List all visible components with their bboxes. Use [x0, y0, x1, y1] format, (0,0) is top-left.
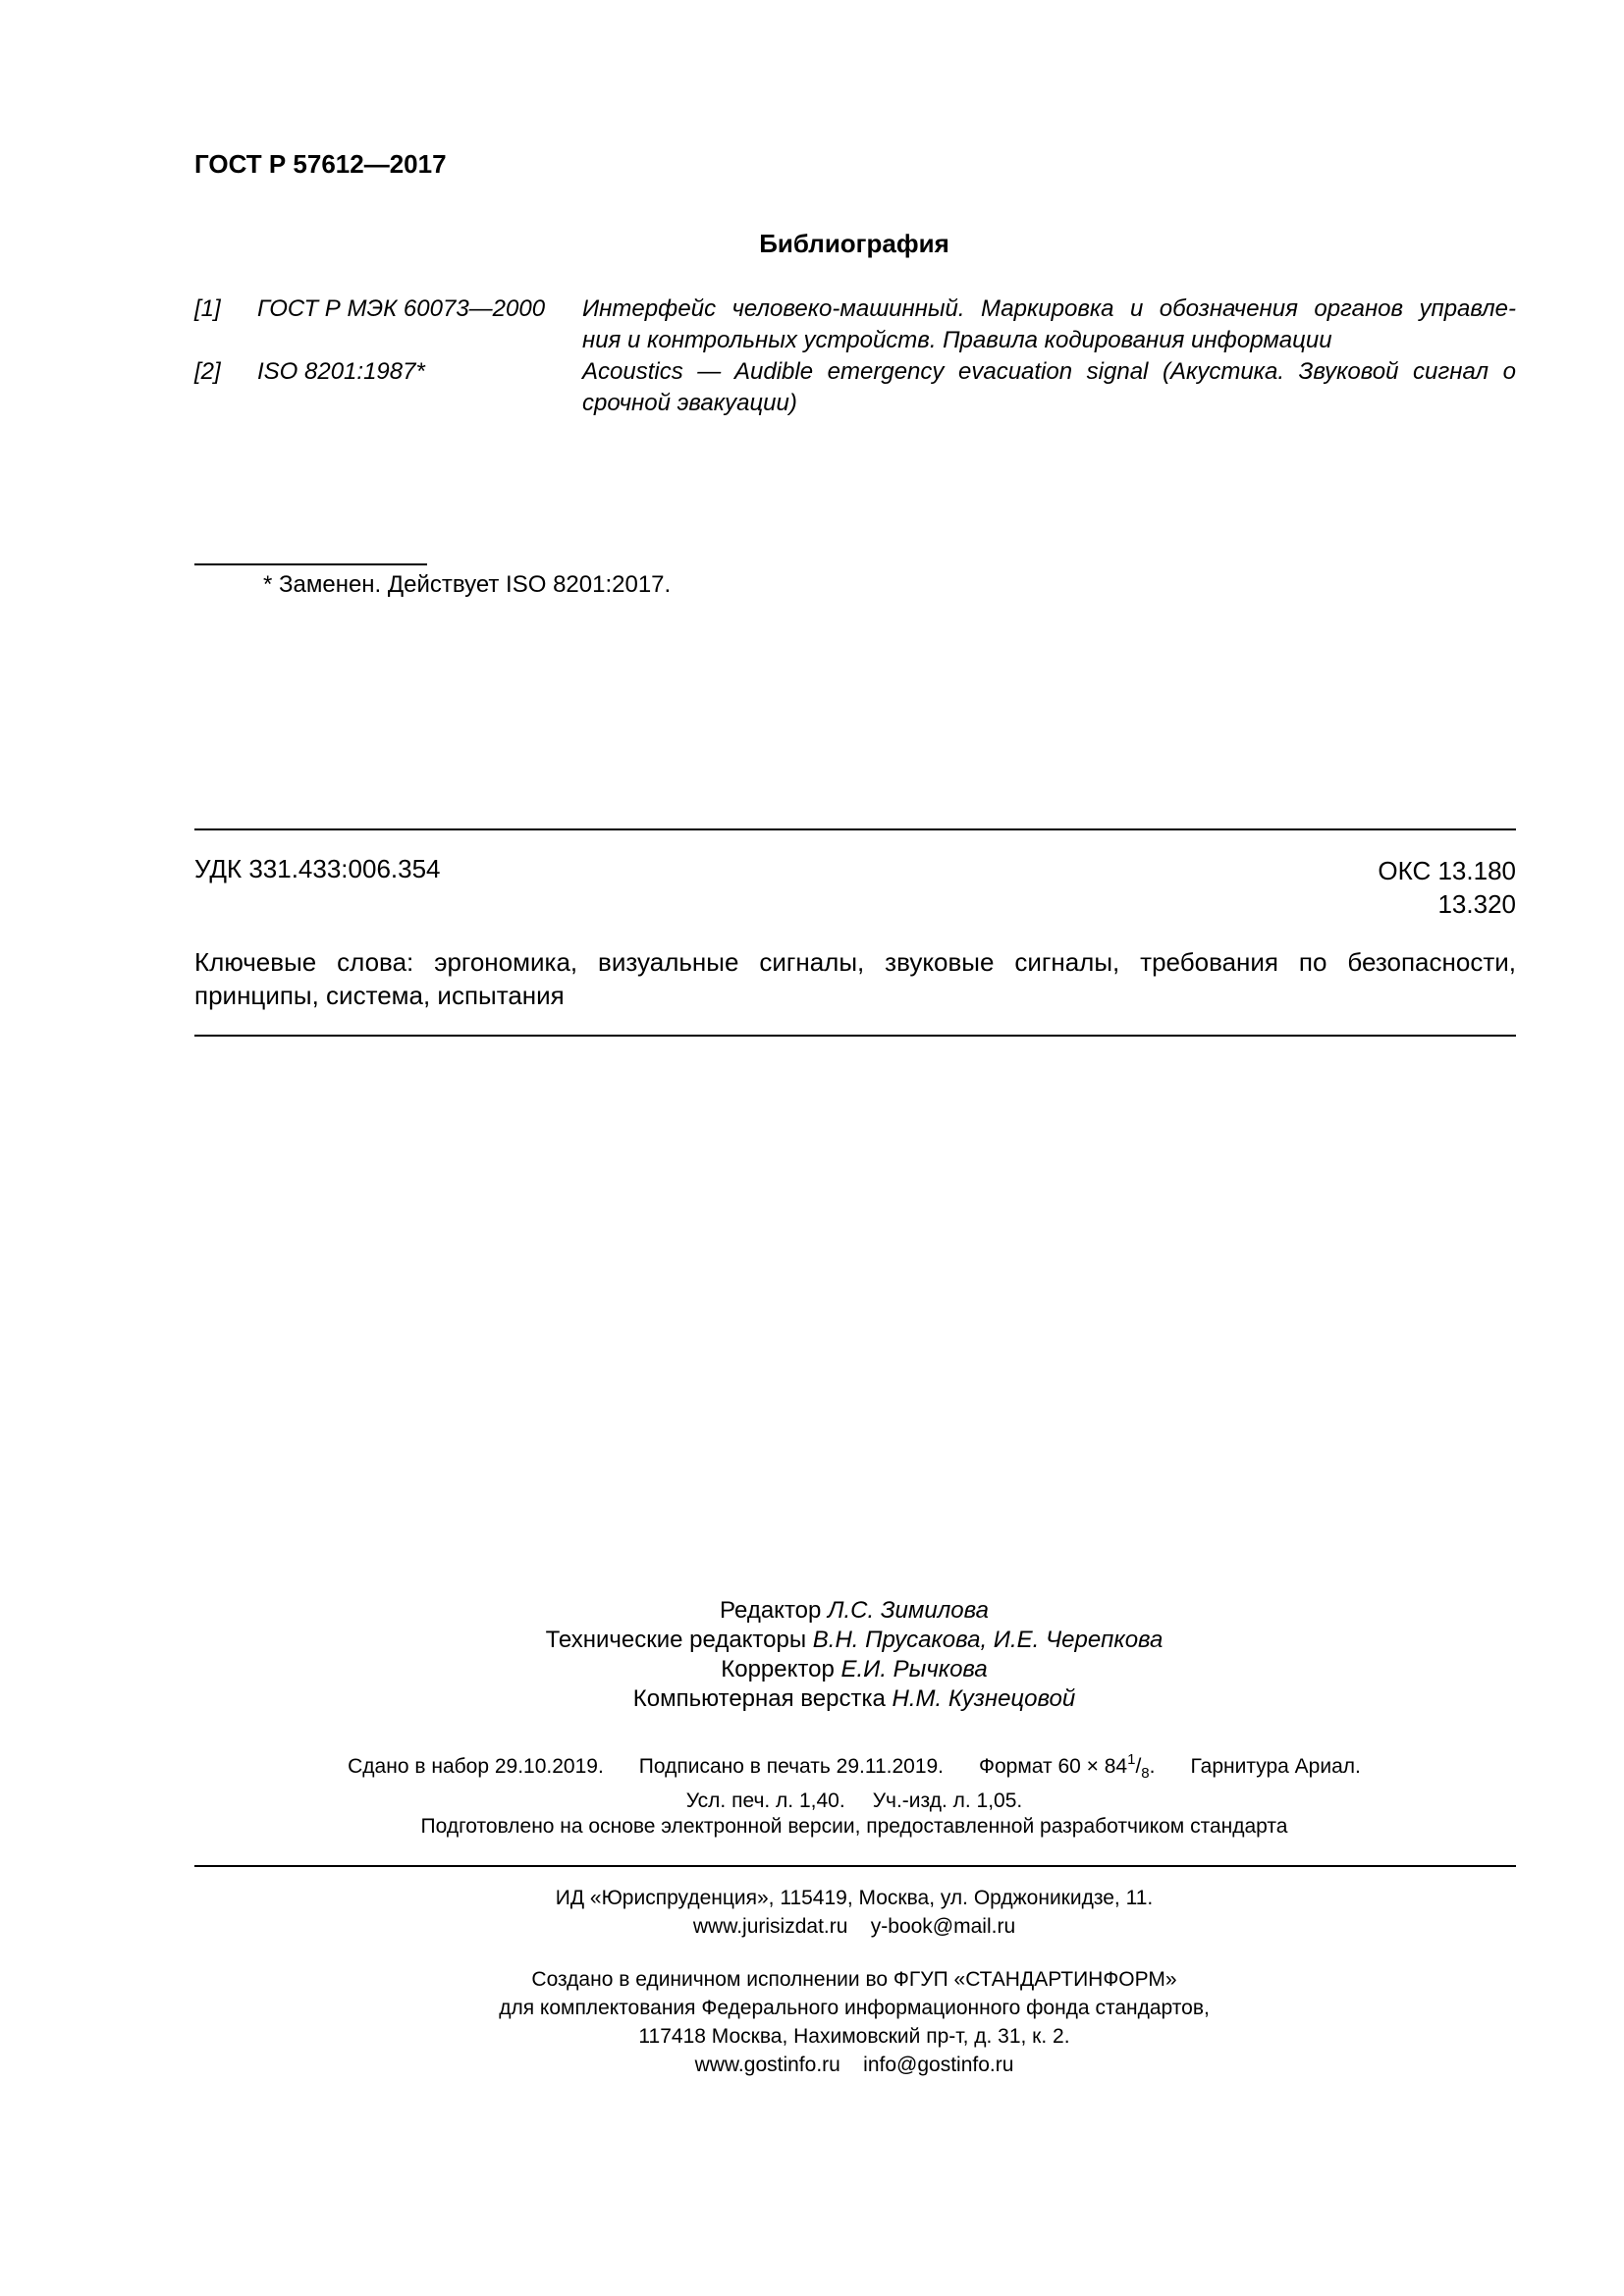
credit-label: Корректор — [721, 1656, 835, 1682]
entry-text — [582, 356, 1516, 419]
publisher-address: ИД «Юриспруденция», 115419, Москва, ул. Орджоникидзе, 11. — [555, 1887, 1154, 1909]
oks-line: 13.320 — [1437, 889, 1516, 919]
publisher-site: www.jurisizdat.ru — [692, 1915, 848, 1938]
submitted-date: Сдано в набор 29.10.2019. — [348, 1755, 604, 1778]
print-sheets: Усл. печ. л. 1,40. — [685, 1789, 845, 1812]
production-line: для комплектования Федерального информационного фонда стандартов, — [499, 1997, 1210, 2019]
entry-text — [582, 294, 1516, 356]
layout-credit — [0, 1684, 1624, 1714]
credit-label: Компьютерная верстка — [632, 1685, 886, 1712]
format-numerator: 1 — [1127, 1751, 1136, 1768]
format-info — [979, 1751, 1156, 1782]
format-denominator: 8 — [1141, 1765, 1150, 1782]
divider-bottom — [194, 1865, 1516, 1867]
credit-name: В.Н. Прусакова, И.Е. Черепкова — [812, 1627, 1164, 1653]
format-suffix: . — [1149, 1755, 1156, 1778]
production-info — [0, 1965, 1624, 2079]
production-contacts — [0, 2051, 1624, 2079]
credit-name: Н.М. Кузнецовой — [892, 1685, 1076, 1712]
credit-label: Технические редакторы — [545, 1627, 807, 1653]
credit-name: Е.И. Рычкова — [840, 1656, 988, 1682]
publisher-contacts — [0, 1912, 1624, 1941]
production-line: 117418 Москва, Нахимовский пр-т, д. 31, к. 2. — [638, 2025, 1070, 2048]
footnote-separator — [194, 563, 427, 565]
entry-number: [2] — [194, 358, 221, 385]
production-line: Создано в единичном исполнении во ФГУП «СТАНДАРТИНФОРМ» — [531, 1968, 1177, 1991]
credit-name: Л.С. Зимилова — [828, 1597, 989, 1624]
entry-text-line: Acoustics — Audible emergency evacuation signal (Акустика. Звуковой сигнал о — [582, 358, 1516, 385]
print-info-line — [0, 1788, 1624, 1815]
oks-code — [1378, 854, 1516, 921]
production-email: info@gostinfo.ru — [863, 2054, 1014, 2076]
corrector-credit — [0, 1655, 1624, 1684]
publisher-info — [0, 1884, 1624, 1941]
editor-credit — [0, 1596, 1624, 1626]
tech-editor-credit — [0, 1626, 1624, 1655]
entry-text-line: срочной эвакуации) — [582, 390, 797, 416]
divider-keywords — [194, 1035, 1516, 1037]
entry-text-line: ния и контрольных устройств. Правила кодирования информации — [582, 327, 1332, 353]
print-info — [0, 1746, 1624, 1815]
keywords-line: Ключевые слова: эргономика, визуальные сигналы, звуковые сигналы, требования по безопасности, — [194, 947, 1516, 977]
edit-sheets: Уч.-изд. л. 1,05. — [872, 1789, 1023, 1812]
oks-line: ОКС 13.180 — [1378, 856, 1516, 885]
format-separator: / — [1135, 1755, 1142, 1778]
entry-number: [1] — [194, 295, 221, 322]
bibliography-title: Библиография — [759, 229, 949, 258]
entry-text-line: Интерфейс человеко-машинный. Маркировка и обозначения органов управле- — [582, 295, 1516, 322]
print-info-line — [0, 1746, 1624, 1788]
entry-code: ГОСТ Р МЭК 60073—2000 — [257, 295, 546, 322]
format-prefix: Формат 60 × 84 — [979, 1755, 1128, 1778]
typeface-info: Гарнитура Ариал. — [1190, 1755, 1361, 1778]
production-site: www.gostinfo.ru — [694, 2054, 840, 2076]
editorial-credits — [0, 1596, 1624, 1714]
keywords — [194, 945, 1516, 1012]
footnote-text: * Заменен. Действует ISO 8201:2017. — [263, 571, 672, 598]
keywords-line: принципы, система, испытания — [194, 981, 565, 1010]
udk-code: УДК 331.433:006.354 — [194, 854, 441, 883]
prepared-note: Подготовлено на основе электронной версии, предоставленной разработчиком стандарта — [420, 1815, 1288, 1838]
signed-date: Подписано в печать 29.11.2019. — [638, 1755, 945, 1778]
divider-top — [194, 828, 1516, 830]
entry-code: ISO 8201:1987* — [257, 358, 425, 385]
credit-label: Редактор — [720, 1597, 822, 1624]
document-code: ГОСТ Р 57612—2017 — [194, 149, 447, 179]
publisher-email: y-book@mail.ru — [870, 1915, 1016, 1938]
